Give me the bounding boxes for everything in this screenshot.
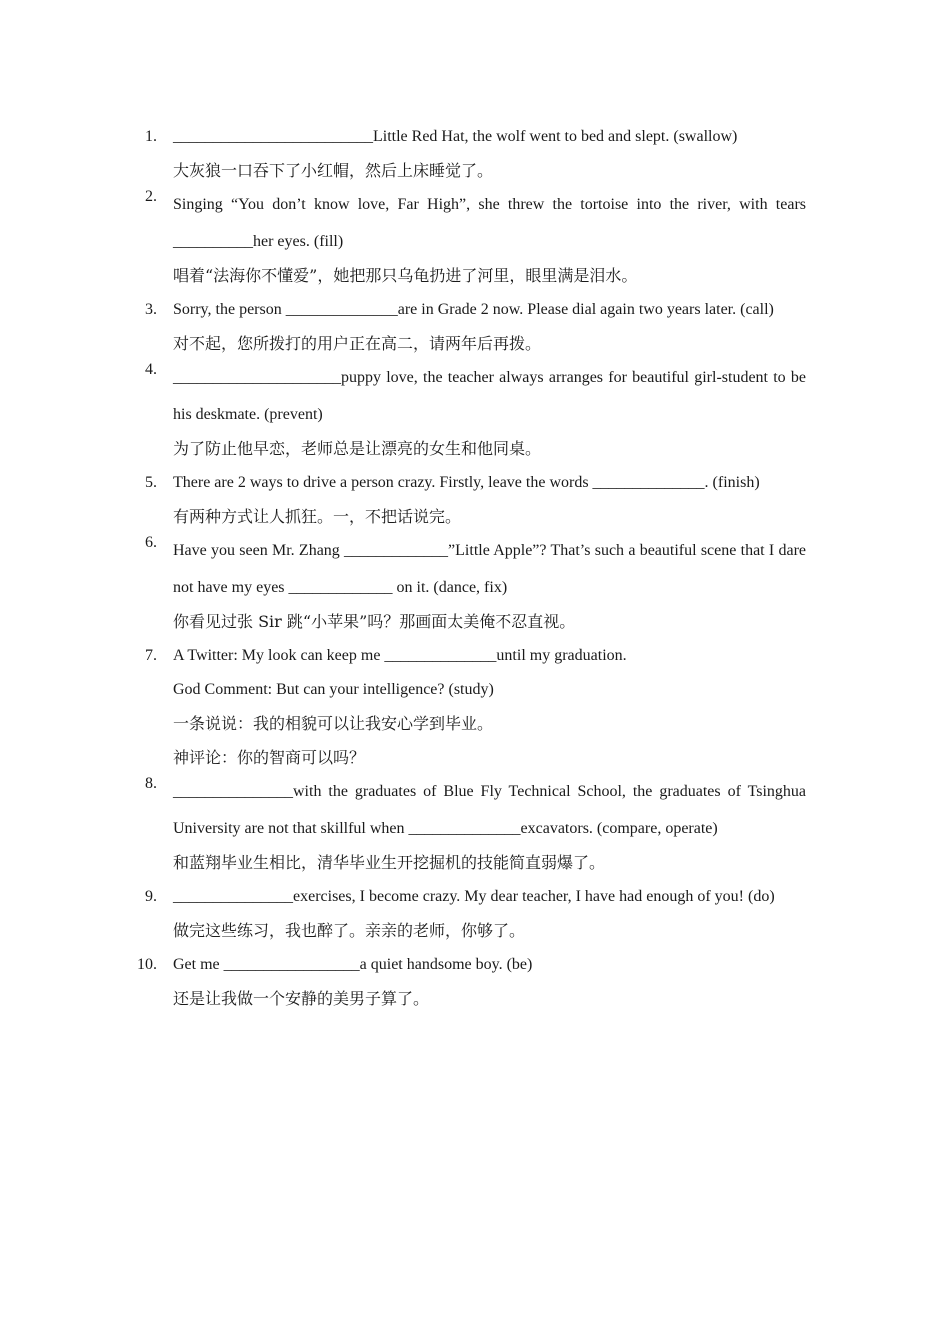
exercise-list <box>0 126 950 1010</box>
exercise-number: 2. <box>145 188 157 205</box>
exercise-number: 6. <box>145 534 157 551</box>
exercise-sentence: _________________________Little Red Hat, the wolf went to bed and slept. (swallow) <box>173 128 738 145</box>
exercise-sentence-continued: God Comment: But can your intelligence? (study) <box>173 681 494 698</box>
exercise-item-2 <box>0 186 950 299</box>
exercise-item-8 <box>0 773 950 886</box>
exercise-item-7 <box>0 645 950 781</box>
exercise-item-9 <box>0 886 950 954</box>
exercise-number: 8. <box>145 775 157 792</box>
exercise-number: 4. <box>145 361 157 378</box>
exercise-number: 1. <box>145 128 157 145</box>
exercise-translation: 做完这些练习，我也醉了。亲亲的老师，你够了。 <box>173 921 526 940</box>
exercise-translation: 对不起，您所拨打的用户正在高二，请两年后再拨。 <box>173 334 542 353</box>
exercise-item-5 <box>0 472 950 540</box>
exercise-translation: 大灰狼一口吞下了小红帽，然后上床睡觉了。 <box>173 161 494 180</box>
exercise-number: 3. <box>145 301 157 318</box>
exercise-number: 7. <box>145 647 157 664</box>
exercise-item-10 <box>0 954 950 1010</box>
exercise-sentence: A Twitter: My look can keep me ______________until my graduation. <box>173 647 627 664</box>
exercise-sentence: Singing “You don’t know love, Far High”, she threw the tortoise into the river, with tears __________her eyes. (fill) <box>173 196 806 250</box>
exercise-item-4 <box>0 359 950 472</box>
exercise-translation: 你看见过张 Sir 跳“小苹果”吗？那画面太美俺不忍直视。 <box>173 612 576 631</box>
exercise-number: 5. <box>145 474 157 491</box>
exercise-translation: 唱着“法海你不懂爱”，她把那只乌龟扔进了河里，眼里满是泪水。 <box>173 266 638 285</box>
exercise-sentence: Have you seen Mr. Zhang _____________”Little Apple”? That’s such a beautiful scene that I dare not have my eyes _____________ on it. (dance, fix) <box>173 542 806 596</box>
exercise-sentence: Sorry, the person ______________are in Grade 2 now. Please dial again two years later. (call) <box>173 301 774 318</box>
exercise-number: 9. <box>145 888 157 905</box>
exercise-sentence: _____________________puppy love, the teacher always arranges for beautiful girl-student to be his deskmate. (prevent) <box>173 369 806 423</box>
exercise-sentence: _______________with the graduates of Blue Fly Technical School, the graduates of Tsinghua University are not that skillful when ______________excavators. (compare, operate) <box>173 783 806 837</box>
exercise-sentence: _______________exercises, I become crazy. My dear teacher, I have had enough of you! (do) <box>173 888 775 905</box>
exercise-item-3 <box>0 299 950 367</box>
exercise-translation: 和蓝翔毕业生相比，清华毕业生开挖掘机的技能简直弱爆了。 <box>173 853 606 872</box>
exercise-translation-continued: 神评论：你的智商可以吗？ <box>173 748 366 767</box>
exercise-sentence: There are 2 ways to drive a person crazy. Firstly, leave the words ______________. (finish) <box>173 474 760 491</box>
exercise-translation: 还是让我做一个安静的美男子算了。 <box>173 989 430 1008</box>
exercise-translation: 有两种方式让人抓狂。一，不把话说完。 <box>173 507 462 526</box>
exercise-sentence: Get me _________________a quiet handsome boy. (be) <box>173 956 533 973</box>
exercise-number: 10. <box>137 956 157 973</box>
exercise-item-6 <box>0 532 950 645</box>
exercise-item-1 <box>0 126 950 194</box>
exercise-translation: 为了防止他早恋，老师总是让漂亮的女生和他同桌。 <box>173 439 542 458</box>
exercise-translation: 一条说说：我的相貌可以让我安心学到毕业。 <box>173 714 494 733</box>
